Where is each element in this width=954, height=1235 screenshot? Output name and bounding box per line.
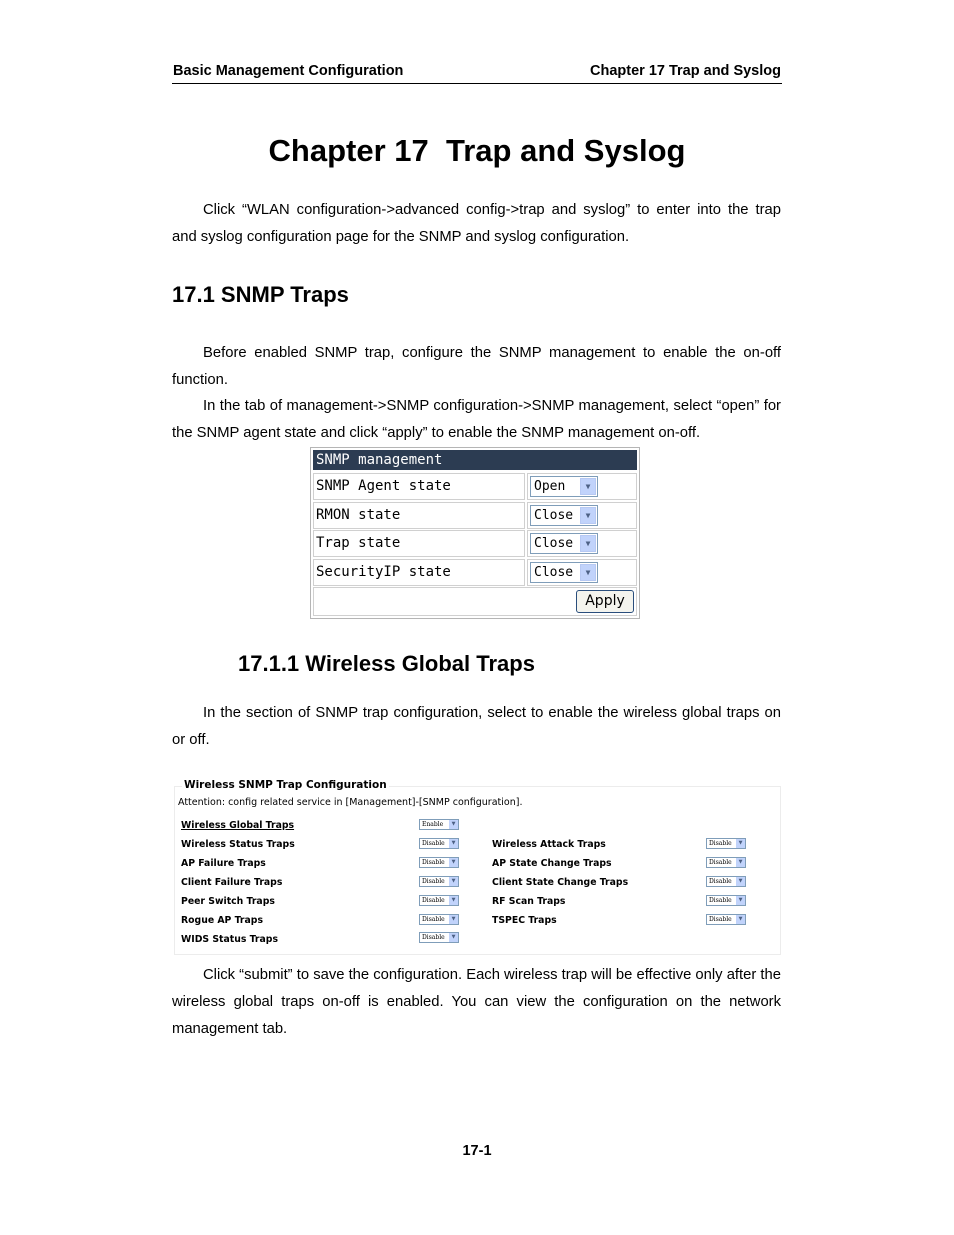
snmp-row-trap-state	[313, 530, 637, 557]
snmp-panel-title: SNMP management	[313, 450, 637, 470]
select-value: Disable	[709, 897, 732, 904]
select-value: Disable	[422, 878, 445, 885]
chevron-down-icon[interactable]: ▼	[449, 820, 458, 829]
chevron-down-icon[interactable]: ▼	[736, 915, 745, 924]
snmp-row-rmon-state	[313, 502, 637, 529]
intro-paragraph: Click “WLAN configuration->advanced config->trap and syslog” to enter into the trap and syslog configuration page for the SNMP and syslog configuration.	[172, 202, 781, 245]
tspec-traps-select[interactable]	[706, 914, 746, 925]
trap-state-select[interactable]	[530, 533, 598, 554]
chevron-down-icon[interactable]: ▼	[736, 839, 745, 848]
wireless-snmp-trap-panel	[174, 778, 780, 954]
paragraph-trap-configuration: In the section of SNMP trap configuration, select to enable the wireless global traps on or off.	[172, 705, 781, 748]
apply-button[interactable]: Apply	[576, 590, 634, 613]
chapter-title: Chapter 17 Trap and Syslog	[268, 133, 686, 168]
section-heading-snmp-traps: 17.1 SNMP Traps	[172, 282, 349, 307]
paragraph-before-enabled: Before enabled SNMP trap, configure the SNMP management to enable the on-off function.	[172, 345, 781, 388]
snmp-row-value-cell	[527, 530, 637, 557]
select-value: Disable	[709, 840, 732, 847]
chevron-down-icon[interactable]: ▼	[580, 535, 596, 552]
attention-note: Attention: config related service in [Management]-[SNMP configuration].	[178, 797, 523, 808]
trap-label: Wireless Status Traps	[181, 839, 295, 850]
snmp-row-value-cell	[527, 502, 637, 529]
trap-label: Client State Change Traps	[492, 877, 629, 888]
wireless-attack-traps-select[interactable]	[706, 838, 746, 849]
ap-failure-traps-select[interactable]	[419, 857, 459, 868]
chevron-down-icon[interactable]: ▼	[580, 507, 596, 524]
page-header	[172, 62, 782, 84]
chevron-down-icon[interactable]: ▼	[449, 858, 458, 867]
snmp-agent-state-select[interactable]	[530, 476, 598, 497]
select-value: Disable	[422, 934, 445, 941]
select-value: Disable	[709, 878, 732, 885]
paragraph-snmp-tab: In the tab of management->SNMP configuration->SNMP management, select “open” for the SNMP agent state and click “apply” to enable the SNMP management on-off.	[172, 398, 781, 441]
panel-title: Wireless SNMP Trap Configuration	[184, 779, 387, 791]
wireless-global-traps-select[interactable]	[419, 819, 459, 830]
select-value: Disable	[422, 916, 445, 923]
select-value: Disable	[709, 859, 732, 866]
wireless-status-traps-select[interactable]	[419, 838, 459, 849]
select-value: Enable	[422, 821, 444, 828]
chevron-down-icon[interactable]: ▼	[736, 858, 745, 867]
client-state-change-traps-select[interactable]	[706, 876, 746, 887]
header-right: Chapter 17 Trap and Syslog	[590, 63, 781, 79]
trap-label: TSPEC Traps	[492, 915, 557, 926]
chevron-down-icon[interactable]: ▼	[736, 896, 745, 905]
trap-label: Client Failure Traps	[181, 877, 283, 888]
wids-status-traps-select[interactable]	[419, 932, 459, 943]
chevron-down-icon[interactable]: ▼	[449, 915, 458, 924]
rf-scan-traps-select[interactable]	[706, 895, 746, 906]
snmp-row-label: RMON state	[313, 502, 525, 529]
chevron-down-icon[interactable]: ▼	[580, 564, 596, 581]
trap-label: Wireless Attack Traps	[492, 839, 606, 850]
select-value: Close	[534, 565, 574, 580]
snmp-row-label: Trap state	[313, 530, 525, 557]
trap-label: Peer Switch Traps	[181, 896, 275, 907]
trap-label: AP State Change Traps	[492, 858, 612, 869]
header-left: Basic Management Configuration	[173, 63, 404, 79]
select-value: Disable	[422, 897, 445, 904]
rmon-state-select[interactable]	[530, 505, 598, 526]
trap-label: RF Scan Traps	[492, 896, 566, 907]
wireless-global-traps-link[interactable]: Wireless Global Traps	[181, 820, 295, 831]
snmp-row-agent-state	[313, 473, 637, 500]
section-heading-wireless-global-traps: 17.1.1 Wireless Global Traps	[238, 651, 535, 676]
trap-label: AP Failure Traps	[181, 858, 266, 869]
ap-state-change-traps-select[interactable]	[706, 857, 746, 868]
securityip-state-select[interactable]	[530, 562, 598, 583]
select-value: Disable	[422, 859, 445, 866]
select-value: Close	[534, 508, 574, 523]
select-value: Disable	[422, 840, 445, 847]
snmp-row-securityip-state	[313, 559, 637, 586]
select-value: Disable	[709, 916, 732, 923]
snmp-button-row	[313, 587, 637, 616]
panel-frame	[174, 786, 781, 955]
snmp-management-panel	[310, 447, 640, 619]
snmp-row-label: SecurityIP state	[313, 559, 525, 586]
chevron-down-icon[interactable]: ▼	[449, 839, 458, 848]
client-failure-traps-select[interactable]	[419, 876, 459, 887]
peer-switch-traps-select[interactable]	[419, 895, 459, 906]
rogue-ap-traps-select[interactable]	[419, 914, 459, 925]
select-value: Close	[534, 536, 574, 551]
chevron-down-icon[interactable]: ▼	[580, 478, 596, 495]
trap-label: Rogue AP Traps	[181, 915, 263, 926]
select-value: Open	[534, 479, 566, 494]
chevron-down-icon[interactable]: ▼	[449, 877, 458, 886]
page-number: 17-1	[462, 1143, 492, 1159]
snmp-row-value-cell	[527, 473, 637, 500]
snmp-row-label: SNMP Agent state	[313, 473, 525, 500]
chevron-down-icon[interactable]: ▼	[449, 896, 458, 905]
snmp-row-value-cell	[527, 559, 637, 586]
chevron-down-icon[interactable]: ▼	[736, 877, 745, 886]
chevron-down-icon[interactable]: ▼	[449, 933, 458, 942]
paragraph-submit: Click “submit” to save the configuration. Each wireless trap will be effective only after the wireless global traps on-off is enabled. You can view the configuration on the network management tab.	[172, 967, 781, 1037]
trap-label: WIDS Status Traps	[181, 934, 278, 945]
